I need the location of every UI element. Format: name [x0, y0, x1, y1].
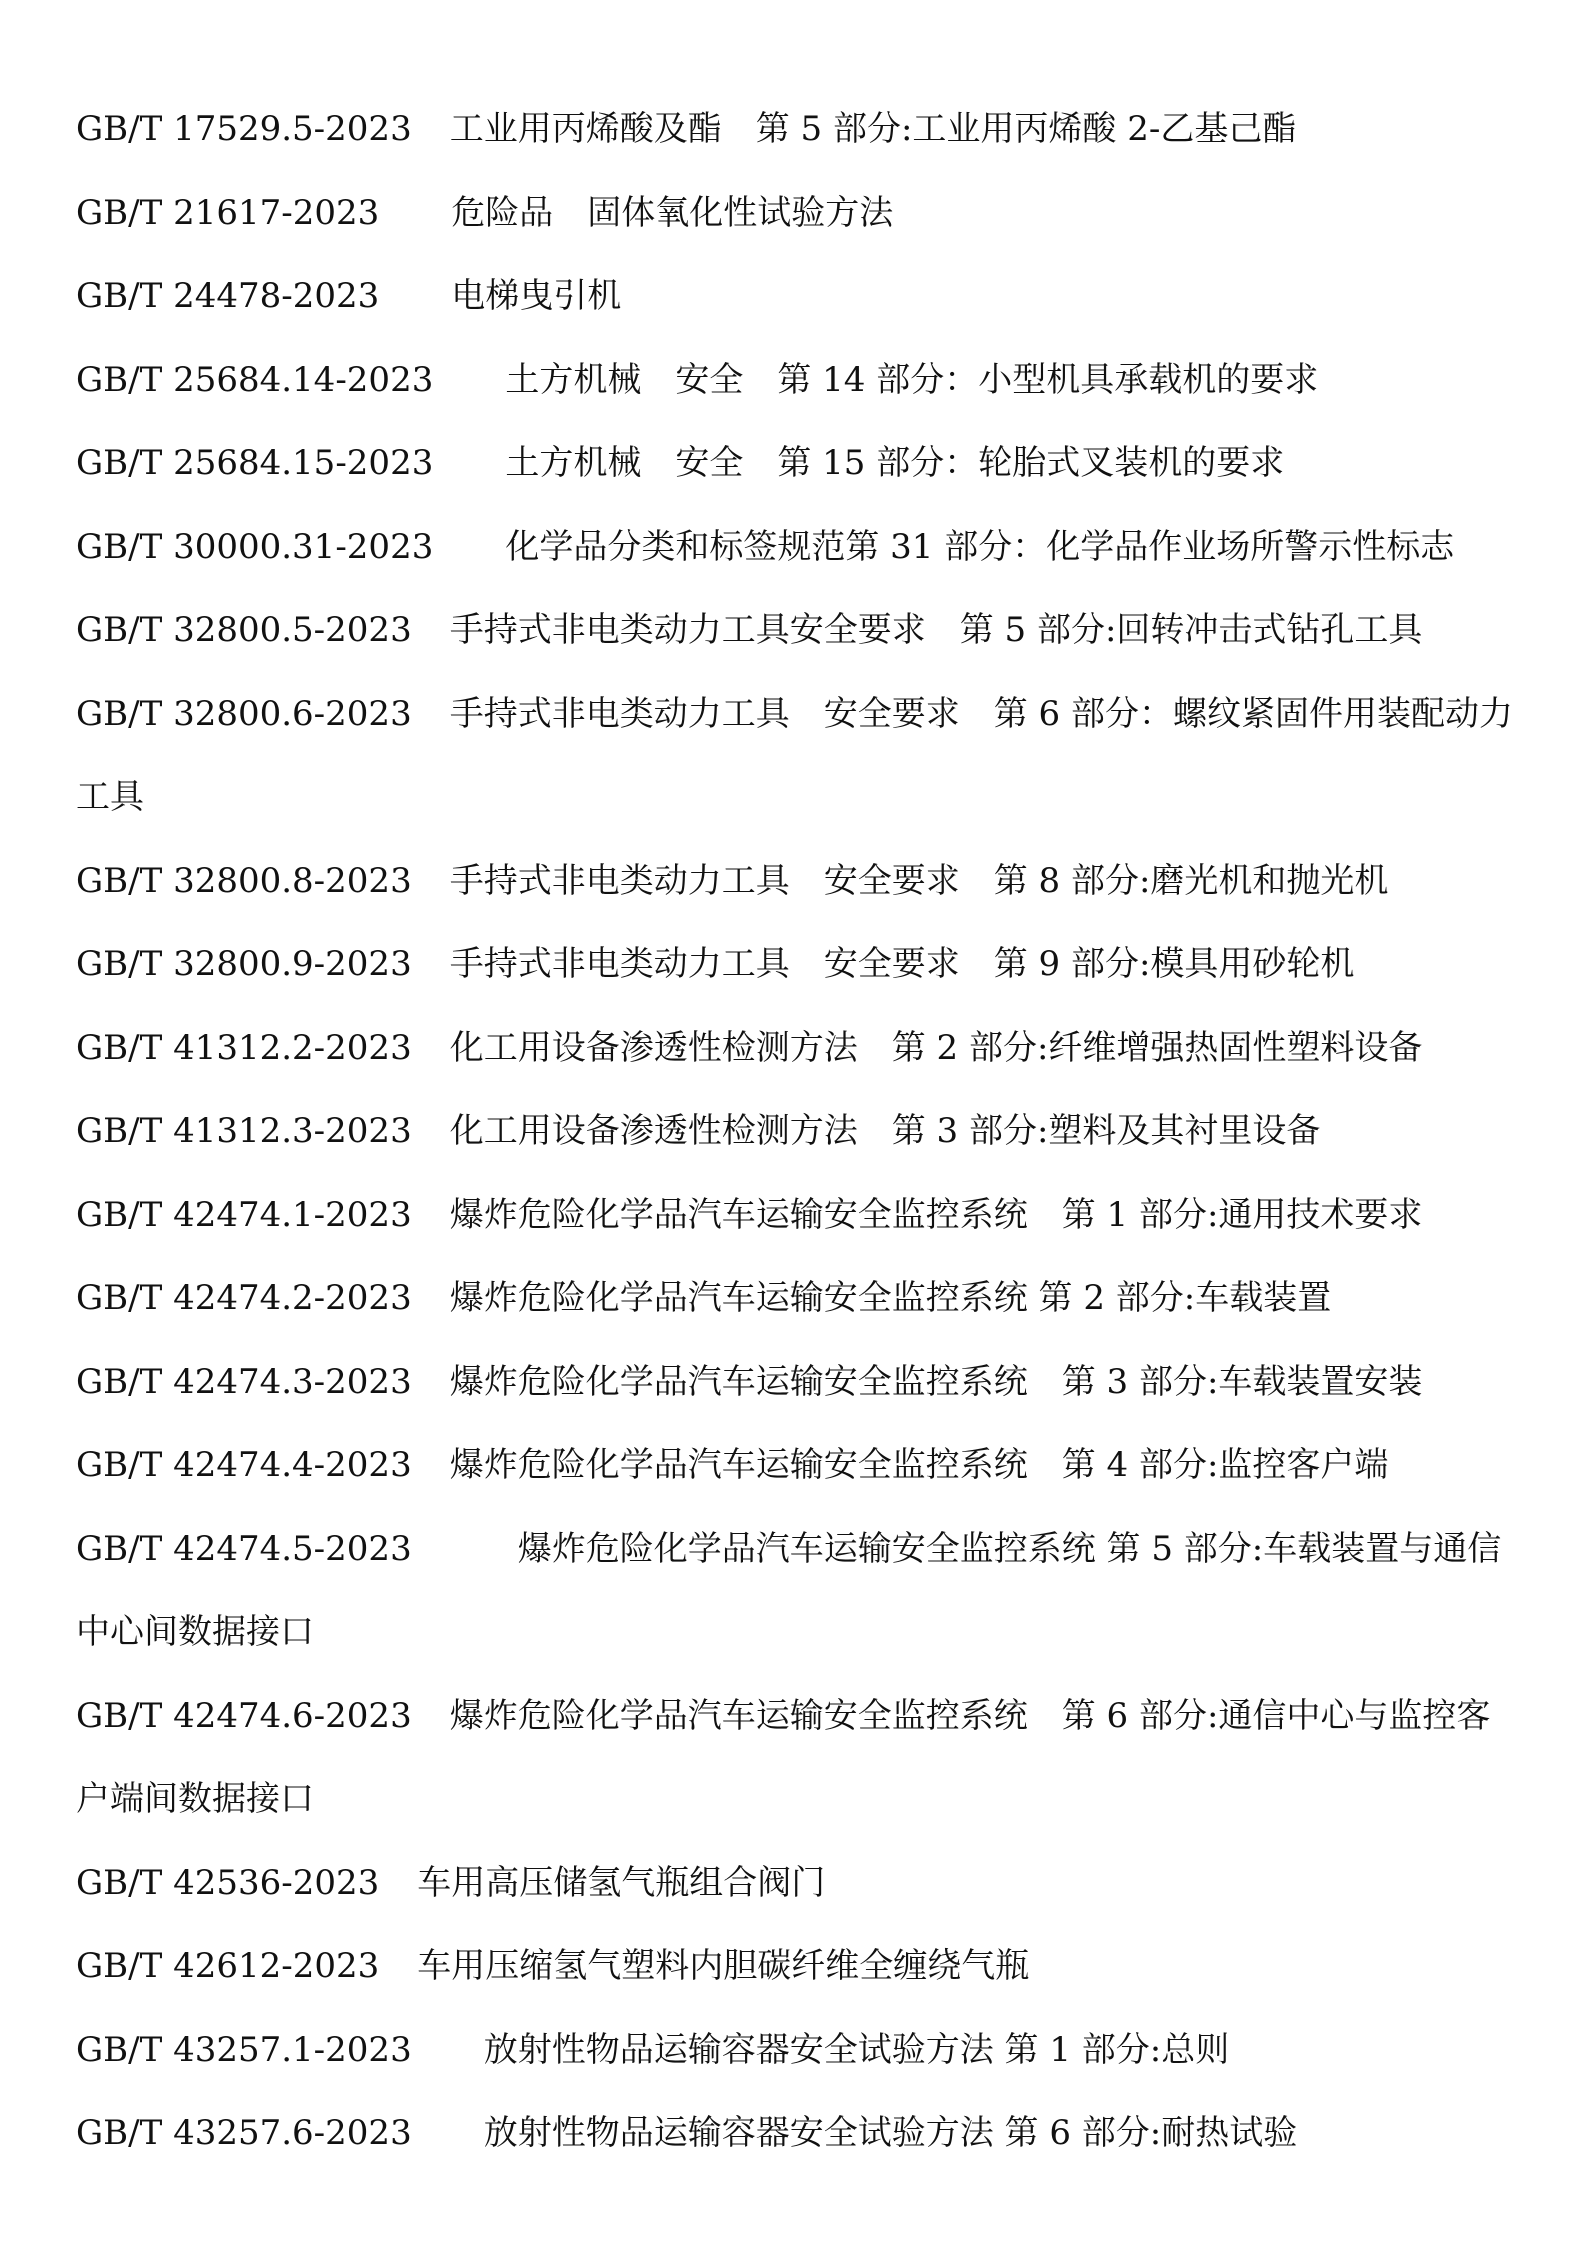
standard-title: 化学品分类和标签规范第 31 部分：化学品作业场所警示性标志	[471, 526, 1455, 567]
standard-code: GB/T 32800.9-2023	[76, 944, 412, 984]
list-item	[76, 1007, 1516, 1091]
list-item	[76, 1090, 1516, 1174]
standard-title: 工业用丙烯酸及酯 第 5 部分:工业用丙烯酸 2-乙基己酯	[449, 109, 1297, 149]
standard-title: 车用高压储氢气瓶组合阀门	[417, 1862, 826, 1903]
standard-code: GB/T 25684.15-2023	[76, 443, 434, 483]
standard-title: 爆炸危险化学品汽车运输安全监控系统 第 5 部分:车载装置与通信中心间数据接口	[76, 1528, 1502, 1652]
standard-title: 手持式非电类动力工具 安全要求 第 8 部分:磨光机和抛光机	[449, 860, 1389, 901]
standard-code: GB/T 17529.5-2023	[76, 109, 412, 149]
standard-title: 放射性物品运输容器安全试验方法 第 1 部分:总则	[449, 2029, 1230, 2070]
standard-title: 车用压缩氢气塑料内胆碳纤维全缠绕气瓶	[417, 1946, 1030, 1986]
standard-title: 电梯曳引机	[417, 276, 622, 316]
list-item	[76, 673, 1516, 840]
standard-code: GB/T 43257.6-2023	[76, 2113, 412, 2153]
standard-title: 爆炸危险化学品汽车运输安全监控系统 第 1 部分:通用技术要求	[449, 1194, 1423, 1235]
standard-code: GB/T 32800.8-2023	[76, 860, 412, 901]
standard-title: 手持式非电类动力工具 安全要求 第 6 部分：螺纹紧固件用装配动力工具	[76, 693, 1513, 817]
list-item	[76, 2092, 1516, 2176]
list-item	[76, 589, 1516, 673]
list-item	[76, 1842, 1516, 1926]
list-item	[76, 172, 1516, 256]
list-item	[76, 923, 1516, 1007]
list-item	[76, 506, 1516, 590]
standard-title: 危险品 固体氧化性试验方法	[417, 192, 894, 233]
list-item	[76, 422, 1516, 506]
standard-code: GB/T 32800.6-2023	[76, 693, 412, 734]
list-item	[76, 1257, 1516, 1341]
list-item	[76, 840, 1516, 924]
list-item	[76, 339, 1516, 423]
list-item	[76, 1675, 1516, 1842]
list-item	[76, 1508, 1516, 1675]
standard-code: GB/T 21617-2023	[76, 192, 380, 233]
standard-title: 土方机械 安全 第 15 部分：轮胎式叉装机的要求	[471, 443, 1285, 483]
standard-title: 放射性物品运输容器安全试验方法 第 6 部分:耐热试验	[449, 2113, 1298, 2153]
standard-title: 手持式非电类动力工具安全要求 第 5 部分:回转冲击式钻孔工具	[449, 610, 1423, 650]
standard-code: GB/T 30000.31-2023	[76, 526, 434, 567]
standards-list	[76, 88, 1516, 2176]
standard-title: 化工用设备渗透性检测方法 第 3 部分:塑料及其衬里设备	[449, 1111, 1321, 1151]
standard-title: 爆炸危险化学品汽车运输安全监控系统 第 2 部分:车载装置	[449, 1278, 1332, 1318]
list-item	[76, 1341, 1516, 1425]
standard-code: GB/T 41312.2-2023	[76, 1027, 412, 1068]
standard-code: GB/T 42474.4-2023	[76, 1445, 412, 1485]
standard-title: 爆炸危险化学品汽车运输安全监控系统 第 4 部分:监控客户端	[449, 1445, 1389, 1485]
standard-code: GB/T 43257.1-2023	[76, 2029, 412, 2070]
standard-code: GB/T 42474.5-2023	[76, 1528, 412, 1569]
standard-code: GB/T 42474.6-2023	[76, 1695, 412, 1736]
list-item	[76, 255, 1516, 339]
list-item	[76, 1174, 1516, 1258]
standard-code: GB/T 42536-2023	[76, 1862, 380, 1903]
standard-title: 手持式非电类动力工具 安全要求 第 9 部分:模具用砂轮机	[449, 944, 1355, 984]
standard-code: GB/T 24478-2023	[76, 276, 380, 316]
standard-code: GB/T 42474.2-2023	[76, 1278, 412, 1318]
standard-title: 爆炸危险化学品汽车运输安全监控系统 第 6 部分:通信中心与监控客户端间数据接口	[76, 1695, 1491, 1819]
list-item	[76, 1424, 1516, 1508]
standard-code: GB/T 42612-2023	[76, 1946, 380, 1986]
standard-code: GB/T 32800.5-2023	[76, 610, 412, 650]
standard-title: 化工用设备渗透性检测方法 第 2 部分:纤维增强热固性塑料设备	[449, 1027, 1423, 1068]
list-item	[76, 1925, 1516, 2009]
list-item	[76, 88, 1516, 172]
standard-code: GB/T 41312.3-2023	[76, 1111, 412, 1151]
document-page	[76, 88, 1516, 2176]
standard-code: GB/T 42474.1-2023	[76, 1194, 412, 1235]
standard-code: GB/T 42474.3-2023	[76, 1361, 412, 1402]
list-item	[76, 2009, 1516, 2093]
standard-title: 爆炸危险化学品汽车运输安全监控系统 第 3 部分:车载装置安装	[449, 1361, 1423, 1402]
standard-code: GB/T 25684.14-2023	[76, 359, 434, 400]
standard-title: 土方机械 安全 第 14 部分：小型机具承载机的要求	[471, 359, 1319, 400]
